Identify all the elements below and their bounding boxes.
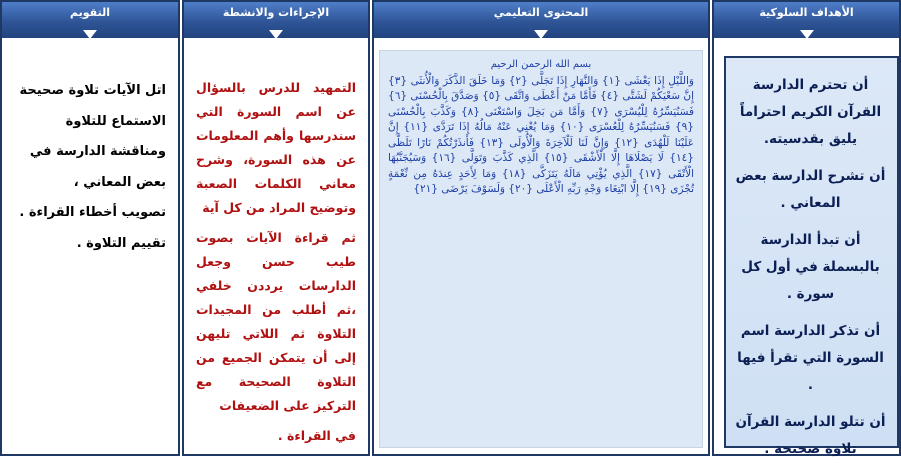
chevron-down-icon: [83, 30, 97, 39]
chevron-down-icon: [269, 30, 283, 39]
evaluation-header: [2, 2, 178, 38]
objectives-box: [724, 56, 899, 457]
verses-box: [379, 50, 703, 448]
content-column: [372, 0, 710, 456]
procedures-box: [188, 46, 364, 448]
objectives-header: [714, 2, 899, 38]
objective-item: أن تتلو الدارسة القرآن تلاوة صحيحة .: [735, 414, 886, 457]
procedure-paragraph: ثم قراءة الآيات بصوت طيب حسن وجعل الدارسات يرددن خلفي ،ثم أطلب من المجيدات التلاوة ثم اللاتي تليهن إلى أن يتمكن الجميع من التلاوة الصحيحة مع التركيز على الضعيفات: [196, 230, 356, 413]
procedures-header: [184, 2, 368, 38]
procedures-header-label: الإجراءات والانشطة: [222, 6, 330, 19]
evaluation-column: [0, 0, 180, 456]
evaluation-line: تقييم التلاوة .: [76, 235, 166, 251]
objectives-column: [712, 0, 901, 456]
objectives-header-label: الأهداف السلوكية: [759, 6, 854, 19]
content-header-label: المحتوى التعليمي: [493, 6, 589, 19]
chevron-down-icon: [800, 30, 814, 39]
evaluation-line: ومناقشة الدارسة في بعض المعاني ،: [29, 144, 166, 190]
objective-item: أن تبدأ الدارسة بالبسملة في أول كل سورة .: [741, 232, 880, 302]
verses-text: وَاللَّيْلِ إِذَا يَغْشَى {١} وَالنَّهَارِ إِذَا تَجَلَّى {٢} وَمَا خَلَقَ الذَّكَرَ وَالْأُنثَى {٣} إِنَّ سَعْيَكُمْ لَشَتَّى {٤} فَأَمَّا مَنْ أَعْطَى وَاتَّقَى {٥} وَصَدَّقَ بِالْحُسْنَى {٦} فَسَنُيَسِّرُهُ لِلْيُسْرَى {٧} وَأَمَّا مَن بَخِلَ وَاسْتَغْنَى {٨} وَكَذَّبَ بِالْحُسْنَى {٩} فَسَنُيَسِّرُهُ لِلْعُسْرَى {١٠} وَمَا يُغْنِي عَنْهُ مَالُهُ إِذَا تَرَدَّى {١١} إِنَّ عَلَيْنَا لَلْهُدَى {١٢} وَإِنَّ لَنَا لَلْآخِرَةَ وَالْأُولَى {١٣} فَأَنذَرْتُكُمْ نَارًا تَلَظَّى {١٤} لَا يَصْلَاهَا إِلَّا الْأَشْقَى {١٥} الَّذِي كَذَّبَ وَتَوَلَّى {١٦} وَسَيُجَنَّبُهَا الْأَتْقَى {١٧} الَّذِي يُؤْتِي مَالَهُ يَتَزَكَّى {١٨} وَمَا لِأَحَدٍ عِندَهُ مِن نِّعْمَةٍ تُجْزَى {١٩} إِلَّا ابْتِغَاء وَجْهِ رَبِّهِ الْأَعْلَى {٢٠} وَلَسَوْفَ يَرْضَى {٢١}: [388, 74, 695, 195]
procedure-paragraph: في القراءة .: [277, 428, 356, 443]
objective-item: أن تحترم الدارسة القرآن الكريم احتراماً يليق بقدسيته.: [739, 77, 882, 147]
evaluation-header-label: التقويم: [70, 6, 110, 19]
procedure-paragraph: التمهيد للدرس بالسؤال عن اسم السورة التي سندرسها وأهم المعلومات عن هذه السورة، وشرح معاني الكلمات الصعبة وتوضيح المراد من كل آية: [196, 80, 356, 215]
objective-item: أن تذكر الدارسة اسم السورة التي تقرأ فيها .: [737, 323, 884, 393]
evaluation-box: [6, 46, 174, 448]
objective-item: أن تشرح الدارسة بعض المعاني .: [735, 168, 886, 211]
evaluation-line: اتل الآيات تلاوة صحيحة: [19, 83, 166, 98]
chevron-down-icon: [534, 30, 548, 39]
evaluation-line: الاستماع للتلاوة: [65, 113, 166, 129]
procedures-column: [182, 0, 370, 456]
evaluation-line: تصويب أخطاء القراءة .: [19, 205, 166, 220]
basmala: بسم الله الرحمن الرحيم: [490, 59, 592, 70]
content-header: [374, 2, 708, 38]
